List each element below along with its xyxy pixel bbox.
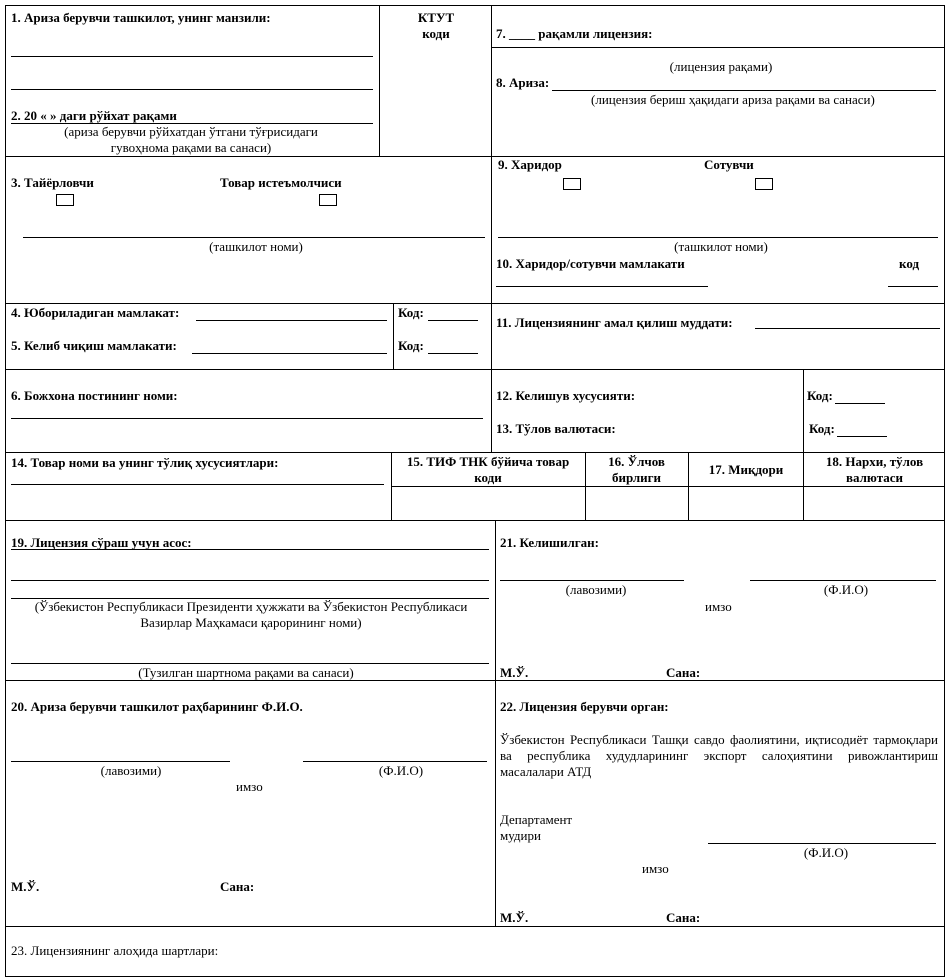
f3-consumer-label: Товар истеъмолчиси — [220, 175, 342, 190]
f12-code-line[interactable] — [835, 403, 885, 404]
f4-code-line[interactable] — [428, 320, 478, 321]
f5-label: 5. Келиб чиқиш мамлакати: — [11, 338, 177, 353]
f20-position-line[interactable] — [11, 761, 230, 762]
f6-label: 6. Божхона постининг номи: — [11, 388, 178, 403]
f3-note: (ташкилот номи) — [209, 239, 303, 254]
f3-consumer-checkbox[interactable] — [319, 194, 337, 206]
f9-buyer-checkbox[interactable] — [563, 178, 581, 190]
f5-code-label: Код: — [398, 338, 424, 353]
f2-reg-note: (ариза берувчи рўйхатдан ўтгани тўғрисидаги гувоҳнома рақами ва санаси) — [64, 124, 318, 155]
f21-seal: М.Ў. — [500, 665, 529, 680]
f18-label: 18. Нархи, тўлов валютаси — [825, 454, 924, 485]
f4-label: 4. Юбориладиган мамлакат: — [11, 305, 180, 320]
f20-seal: М.Ў. — [11, 879, 40, 894]
f6-line[interactable] — [11, 418, 483, 419]
f8-label: 8. Ариза: — [496, 75, 550, 90]
f21-position: (лавозими) — [565, 582, 627, 597]
f20-label: 20. Ариза берувчи ташкилот раҳбарининг Ф.И.О. — [11, 699, 303, 714]
f11-label: 11. Лицензиянинг амал қилиш муддати: — [496, 315, 733, 330]
f13-code-label: Код: — [809, 421, 835, 436]
f17-value-cell[interactable] — [689, 487, 803, 520]
f15-label: 15. ТИФ ТНК бўйича товар коди — [406, 454, 570, 485]
f9-line[interactable] — [498, 237, 938, 238]
f21-label: 21. Келишилган: — [500, 535, 599, 550]
f11-line[interactable] — [755, 328, 940, 329]
f7-note: (лицензия рақами) — [669, 59, 773, 74]
f13-label: 13. Тўлов валютаси: — [496, 421, 616, 436]
f15-value-cell[interactable] — [392, 487, 585, 520]
f20-position: (лавозими) — [100, 763, 162, 778]
ktut-label: КТУТ коди — [417, 10, 455, 41]
f5-code-line[interactable] — [428, 353, 478, 354]
f20-fio-line[interactable] — [303, 761, 487, 762]
f21-sign: имзо — [705, 599, 732, 614]
f1-title: 1. Ариза берувчи ташкилот, унинг манзили: — [11, 10, 271, 25]
f20-fio: (Ф.И.О) — [378, 763, 424, 778]
f10-label: 10. Харидор/сотувчи мамлакати — [496, 256, 685, 271]
f22-fio: (Ф.И.О) — [803, 845, 849, 860]
f9-seller-label: Сотувчи — [704, 157, 754, 172]
f21-position-line[interactable] — [500, 580, 684, 581]
f16-label: 16. Ўлчов бирлиги — [608, 454, 665, 485]
f22-date: Сана: — [666, 910, 701, 925]
f14-line[interactable] — [11, 484, 384, 485]
f5-line[interactable] — [192, 353, 387, 354]
f9-buyer-label: 9. Харидор — [498, 157, 562, 172]
f18-value-cell[interactable] — [804, 487, 944, 520]
f21-fio-line[interactable] — [750, 580, 936, 581]
f8-line[interactable] — [552, 90, 936, 91]
f10-code: код — [899, 256, 920, 271]
f20-sign: имзо — [236, 779, 263, 794]
f1-line-2[interactable] — [11, 89, 373, 90]
f20-date: Сана: — [220, 879, 255, 894]
f4-code-label: Код: — [398, 305, 424, 320]
f19-note-1: (Ўзбекистон Республикаси Президенти ҳужжати ва Ўзбекистон Республикаси Вазирлар Маҳкамаси қарорининг номи) — [34, 599, 468, 630]
f3-producer-checkbox[interactable] — [56, 194, 74, 206]
f19-line-3[interactable] — [11, 663, 489, 664]
f10-line[interactable] — [496, 286, 708, 287]
f9-note: (ташкилот номи) — [674, 239, 768, 254]
f13-code-line[interactable] — [837, 436, 887, 437]
f22-dept: Департамент мудири — [500, 812, 573, 843]
f19-note-2: (Тузилган шартнома рақами ва санаси) — [138, 665, 354, 680]
f19-line-1[interactable] — [11, 580, 489, 581]
f2-reg-label: 2. 20 « » даги рўйхат рақами — [11, 108, 177, 123]
f1-line-1[interactable] — [11, 56, 373, 57]
f14-label: 14. Товар номи ва унинг тўлиқ хусусиятлари: — [11, 455, 279, 470]
f9-seller-checkbox[interactable] — [755, 178, 773, 190]
f12-label: 12. Келишув хусусияти: — [496, 388, 636, 403]
f16-value-cell[interactable] — [586, 487, 688, 520]
f22-body: Ўзбекистон Республикаси Ташқи савдо фаолиятини, иқтисодиёт тармоқлари ва республика худудларининг экспорт салоҳиятини ривожлантириш масалалари АТД — [500, 732, 938, 779]
f21-date: Сана: — [666, 665, 701, 680]
f23-label: 23. Лицензиянинг алоҳида шартлари: — [11, 943, 219, 958]
f22-seal: М.Ў. — [500, 910, 529, 925]
f10-code-line[interactable] — [888, 286, 938, 287]
f22-fio-line[interactable] — [708, 843, 936, 844]
f22-label: 22. Лицензия берувчи орган: — [500, 699, 669, 714]
f17-label: 17. Миқдори — [708, 462, 784, 477]
f4-line[interactable] — [196, 320, 387, 321]
f12-code-label: Код: — [807, 388, 833, 403]
f21-fio: (Ф.И.О) — [823, 582, 869, 597]
f19-label: 19. Лицензия сўраш учун асос: — [11, 535, 192, 550]
f3-line[interactable] — [23, 237, 485, 238]
license-application-form — [5, 5, 945, 977]
f7-label: 7. ____ рақамли лицензия: — [496, 26, 653, 41]
f22-sign: имзо — [642, 861, 669, 876]
f3-producer-label: 3. Тайёрловчи — [11, 175, 94, 190]
f8-note: (лицензия бериш ҳақидаги ариза рақами ва санаси) — [591, 92, 875, 107]
